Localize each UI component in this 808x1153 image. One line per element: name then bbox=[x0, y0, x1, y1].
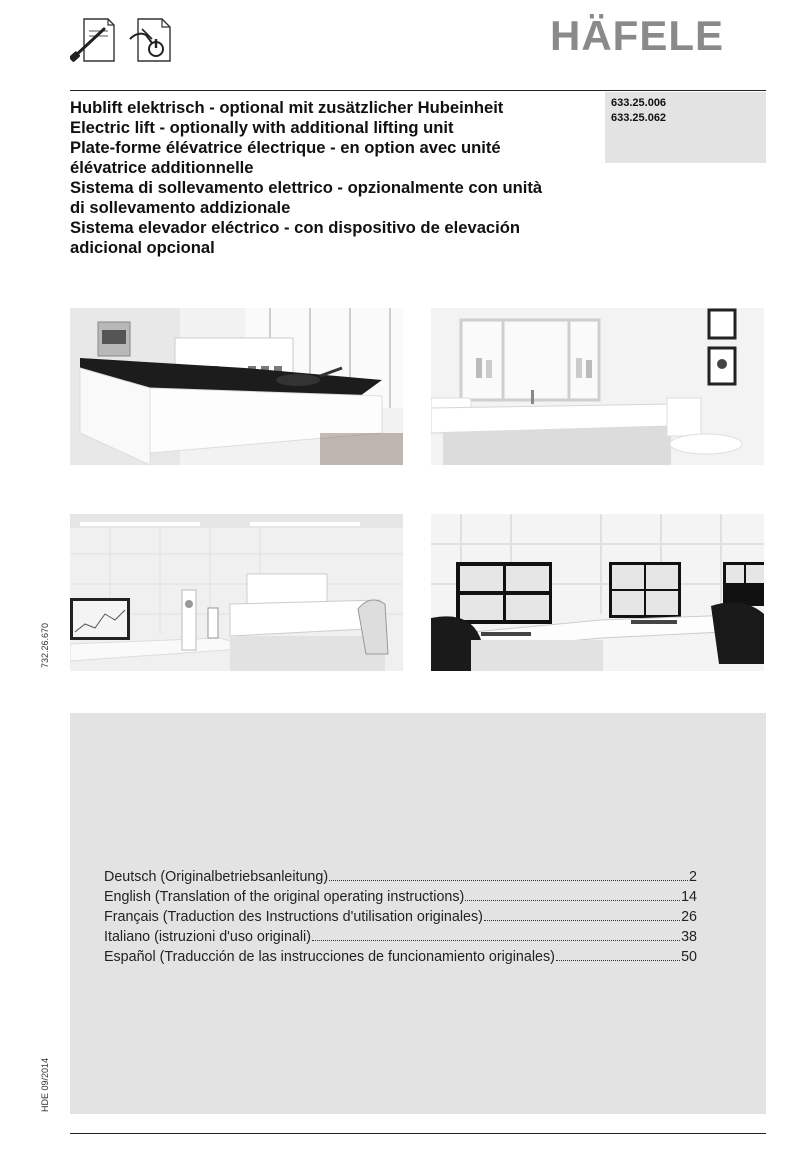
edition-date: HDE 09/2014 bbox=[40, 1057, 50, 1112]
toc-entry-fr[interactable] bbox=[104, 908, 697, 928]
toc-leader bbox=[484, 908, 680, 921]
toc-entry-it[interactable] bbox=[104, 928, 697, 948]
office-photo bbox=[431, 514, 764, 671]
title-fr-cont: élévatrice additionnelle bbox=[70, 158, 254, 177]
toc-entry-es[interactable] bbox=[104, 948, 697, 968]
toc-page: 2 bbox=[689, 869, 697, 885]
table-of-contents bbox=[104, 868, 697, 968]
laboratory-photo bbox=[70, 514, 403, 671]
toc-leader bbox=[329, 868, 688, 881]
title-es-cont: adicional opcional bbox=[70, 238, 215, 257]
toc-leader bbox=[312, 928, 680, 941]
toc-label: Français (Traduction des Instructions d'utilisation originales) bbox=[104, 909, 483, 925]
kitchen-photo bbox=[70, 308, 403, 465]
title-en: Electric lift - optionally with additional lifting unit bbox=[70, 118, 454, 137]
toc-entry-de[interactable] bbox=[104, 868, 697, 888]
title-es: Sistema elevador eléctrico - con dispositivo de elevación bbox=[70, 218, 521, 237]
toc-page: 50 bbox=[681, 949, 697, 965]
toc-leader bbox=[556, 948, 680, 961]
toc-entry-en[interactable] bbox=[104, 888, 697, 908]
bottom-divider bbox=[70, 1133, 766, 1134]
toc-panel bbox=[70, 713, 766, 1114]
hafele-logo: HÄFELE bbox=[550, 12, 724, 59]
product-titles bbox=[70, 98, 590, 258]
screwdriver-manual-icon bbox=[70, 17, 116, 63]
toc-leader bbox=[465, 888, 680, 901]
title-it: Sistema di sollevamento elettrico - opzionalmente con unità bbox=[70, 178, 543, 197]
title-de: Hublift elektrisch - optional mit zusätzlicher Hubeinheit bbox=[70, 98, 504, 117]
power-manual-icon bbox=[128, 17, 174, 63]
toc-label: Italiano (istruzioni d'uso originali) bbox=[104, 929, 311, 945]
top-divider bbox=[70, 90, 766, 91]
toc-page: 26 bbox=[681, 909, 697, 925]
article-number: 633.25.006 bbox=[611, 97, 667, 109]
bathroom-photo bbox=[431, 308, 764, 465]
toc-page: 14 bbox=[681, 889, 697, 905]
toc-label: English (Translation of the original operating instructions) bbox=[104, 889, 465, 905]
document-number: 732.26.670 bbox=[40, 622, 50, 668]
article-number: 633.25.062 bbox=[611, 112, 667, 124]
toc-label: Deutsch (Originalbetriebsanleitung) bbox=[104, 869, 329, 885]
toc-label: Español (Traducción de las instrucciones de funcionamiento originales) bbox=[104, 949, 555, 965]
article-number-box bbox=[605, 92, 766, 163]
title-it-cont: di sollevamento addizionale bbox=[70, 198, 291, 217]
title-fr: Plate-forme élévatrice électrique - en option avec unité bbox=[70, 138, 501, 157]
toc-page: 38 bbox=[681, 929, 697, 945]
